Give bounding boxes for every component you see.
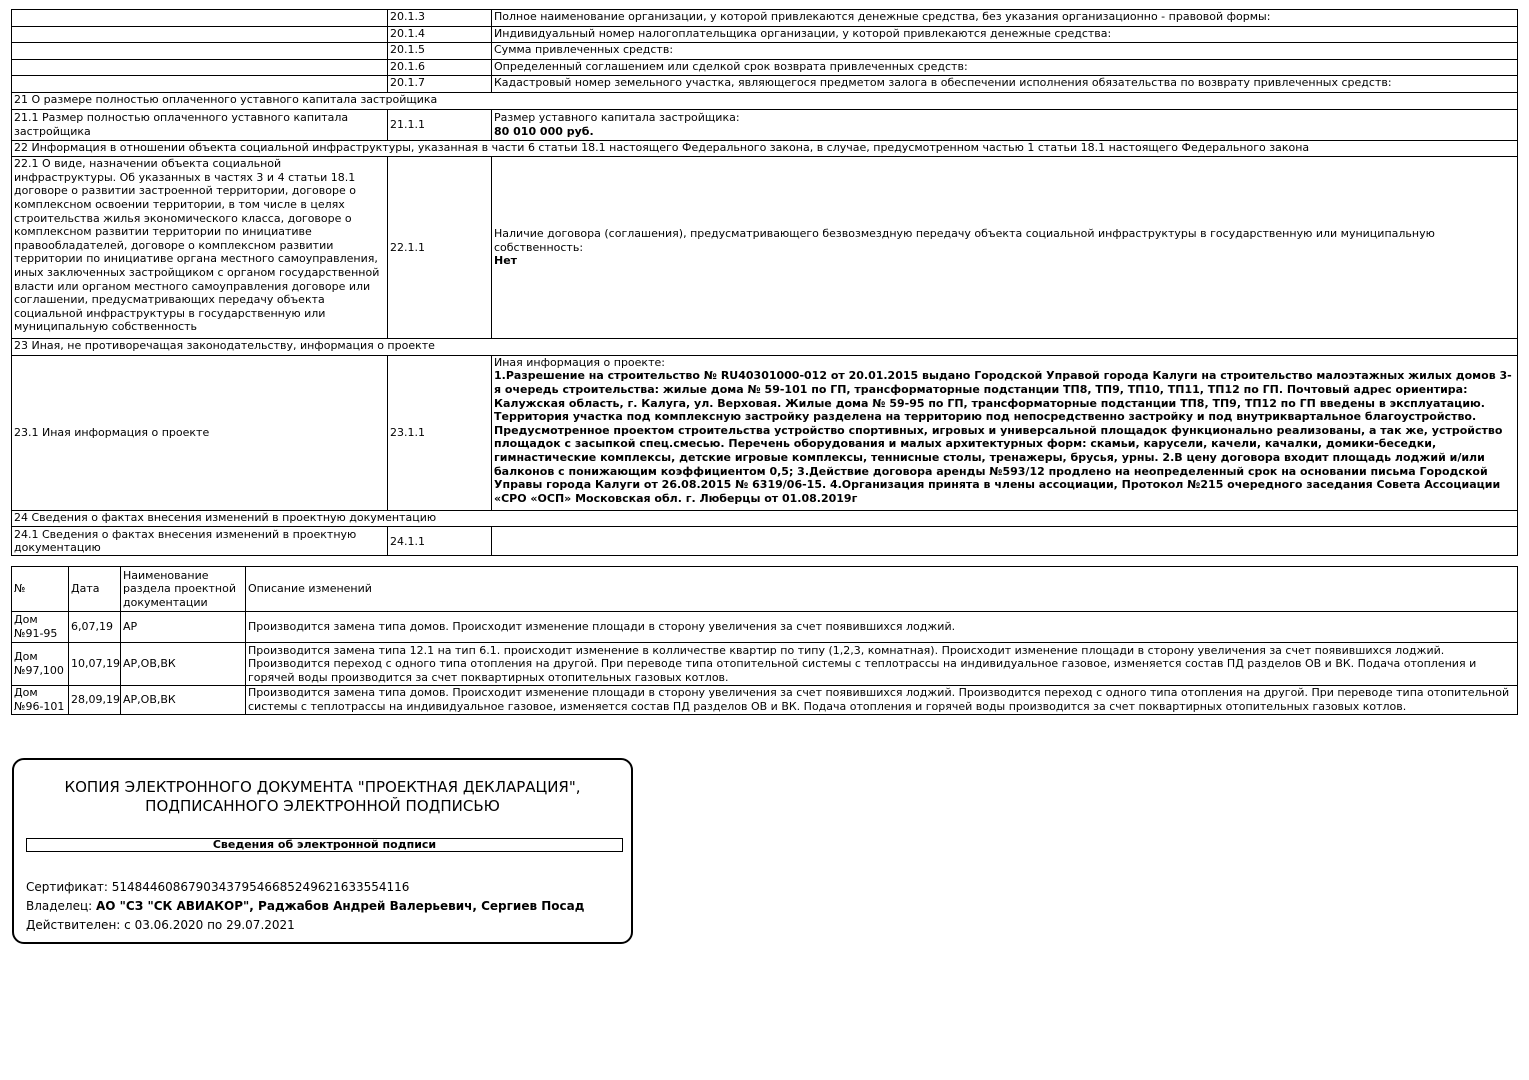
- empty-cell: [12, 10, 388, 27]
- section-23-header: [12, 339, 1518, 356]
- validity-label: Действителен:: [26, 918, 125, 932]
- table-row: [12, 612, 1518, 643]
- section-header: 22 Информация в отношении объекта социальной инфраструктуры, указанная в части 6 статьи 18.1 настоящего Федерального закона, в случае, предусмотренном частью 1 статьи 18.1 настоящего Федерального закона: [12, 140, 1518, 157]
- change-desc: Производится замена типа домов. Происходит изменение площади в сторону увеличения за счет появившихся лоджий. Производится переход с одного типа отопления на другой. При переводе типа отопительной системы с теплотрассы на индивидуальное газовое, изменяется состав ПД разделов ОВ и ВК. Подача отопления и горячей воды производится за счет поквартирных отопительных газовых котлов.: [246, 686, 1518, 715]
- owner-value: АО "СЗ "СК АВИАКОР", Раджабов Андрей Валерьевич, Сергиев Посад: [96, 899, 585, 913]
- certificate-line: [26, 880, 409, 894]
- declaration-table: [11, 9, 1518, 556]
- row-text: Сумма привлеченных средств:: [492, 43, 1518, 60]
- section-header: 24 Сведения о фактах внесения изменений в проектную документацию: [12, 510, 1518, 527]
- row-content: [492, 109, 1518, 140]
- change-desc: Производится замена типа домов. Происходит изменение площади в сторону увеличения за счет появившихся лоджий.: [246, 612, 1518, 643]
- row-text: Определенный соглашением или сделкой срок возврата привлеченных средств:: [492, 59, 1518, 76]
- row-text: Кадастровый номер земельного участка, являющегося предметом залога в обеспечении исполнения обязательства по возврату привлеченных средств:: [492, 76, 1518, 93]
- certificate-value: 514844608679034379546685249621633554116: [111, 880, 410, 894]
- row-20-1-5: [12, 43, 1518, 60]
- section-24-header: [12, 510, 1518, 527]
- row-text: Наличие договора (соглашения), предусматривающего безвозмездную передачу объекта социальной инфраструктуры в государственную или муниципальную собственность:: [494, 227, 1435, 254]
- change-num: Дом №96-101: [12, 686, 69, 715]
- e-signature-stamp: [12, 758, 633, 944]
- change-date: 6,07,19: [69, 612, 121, 643]
- empty-cell: [12, 76, 388, 93]
- row-content: [492, 355, 1518, 510]
- row-code: 20.1.4: [388, 26, 492, 43]
- col-header-desc: Описание изменений: [246, 567, 1518, 612]
- row-code: 20.1.7: [388, 76, 492, 93]
- row-text: Полное наименование организации, у которой привлекаются денежные средства, без указания организационно - правовой формы:: [492, 10, 1518, 27]
- empty-cell: [12, 59, 388, 76]
- change-section: АР,ОВ,ВК: [121, 686, 246, 715]
- change-date: 28,09,19: [69, 686, 121, 715]
- owner-line: [26, 899, 584, 913]
- empty-cell: [492, 527, 1518, 556]
- empty-cell: [12, 26, 388, 43]
- row-22-1-1: [12, 157, 1518, 339]
- change-date: 10,07,19: [69, 643, 121, 686]
- empty-cell: [12, 43, 388, 60]
- col-header-num: №: [12, 567, 69, 612]
- row-code: 20.1.3: [388, 10, 492, 27]
- change-section: АР: [121, 612, 246, 643]
- validity-value: с 03.06.2020 по 29.07.2021: [124, 918, 295, 932]
- row-20-1-3: [12, 10, 1518, 27]
- col-header-section: Наименование раздела проектной документации: [121, 567, 246, 612]
- section-header: 23 Иная, не противоречащая законодательству, информация о проекте: [12, 339, 1518, 356]
- change-desc: Производится замена типа 12.1 на тип 6.1. происходит изменение в колличестве квартир по типу (1,2,3, комнатная). Происходит изменение площади в сторону увеличения за счет появившихся лоджий. Производится переход с одного типа отопления на другой. При переводе типа отопительной системы с теплотрассы на индивидуальное газовое, изменяется состав ПД разделов ОВ и ВК. Подача отопления и горячей воды производится за счет поквартирных отопительных газовых котлов.: [246, 643, 1518, 686]
- changes-table: [11, 566, 1518, 715]
- section-22-header: [12, 140, 1518, 157]
- owner-label: Владелец:: [26, 899, 97, 913]
- row-code: 24.1.1: [388, 527, 492, 556]
- row-content: [492, 157, 1518, 339]
- row-value: 1.Разрешение на строительство № RU40301000-012 от 20.01.2015 выдано Городской Управой города Калуги на строительство малоэтажных жилых домов 3-я очередь строительства: жилые дома № 59-101 по ГП, трансформаторные подстанции ТП8, ТП9, ТП10, ТП11, ТП12 по ГП. Почтовый адрес ориентира: Калужская область, г. Калуга, ул. Верховая. Жилые дома № 59-95 по ГП, трансформаторные подстанции ТП8, ТП9, ТП12 по ГП введены в эксплуатацию. Территория участка под комплексную застройку разделена на территорию под непосредственно застройку и под внутриквартальное благоустройство. Предусмотренное проектом строительства устройство спортивных, игровых и универсальной площадок функционально реализованы, а так же, устройство площадок с засыпкой спец.смесью. Перечень оборудования и малых архитектурных форм: скамьи, карусели, качели, качалки, домики-беседки, гимнастические комплексы, детские игровые комплексы, теннисные столы, тренажеры, брусья, урны. 2.В цену договора входит площадь лоджий и/или балконов с понижающим коэффициентом 0,5; 3.Действие договора аренды №593/12 продлено на неопределенный срок на основании письма Городской Управы города Калуги от 26.08.2015 № 6319/06-15. 4.Организация принята в члены ассоциации, Протокол №215 очередного заседания Совета Ассоциации «СРО «ОСП» Московская обл. г. Люберцы от 01.08.2019г: [494, 369, 1512, 505]
- row-label: 22.1 О виде, назначении объекта социальной инфраструктуры. Об указанных в частях 3 и 4 статьи 18.1 договоре о развитии застроенной территории, договоре о комплексном освоении территории, в том числе в целях строительства жилья экономического класса, договоре о комплексном развитии территории по инициативе правообладателей, договоре о комплексном развитии территории по инициативе органа местного самоуправления, иных заключенных застройщиком с органом государственной власти или органом местного самоуправления договоре или соглашении, предусматривающих передачу объекта социальной инфраструктуры в государственную или муниципальную собственность: [12, 157, 388, 339]
- row-label: 24.1 Сведения о фактах внесения изменений в проектную документацию: [12, 527, 388, 556]
- row-23-1-1: [12, 355, 1518, 510]
- row-value: 80 010 000 руб.: [494, 124, 594, 138]
- certificate-label: Сертификат:: [26, 880, 112, 894]
- section-header: 21 О размере полностью оплаченного уставного капитала застройщика: [12, 92, 1518, 109]
- col-header-date: Дата: [69, 567, 121, 612]
- row-21-1-1: [12, 109, 1518, 140]
- section-21-header: [12, 92, 1518, 109]
- stamp-title-line2: ПОДПИСАННОГО ЭЛЕКТРОННОЙ ПОДПИСЬЮ: [145, 797, 500, 815]
- table-row: [12, 643, 1518, 686]
- signature-info-label: Сведения об электронной подписи: [26, 838, 623, 852]
- change-num: Дом №97,100: [12, 643, 69, 686]
- row-code: 22.1.1: [388, 157, 492, 339]
- row-text: Размер уставного капитала застройщика:: [494, 110, 740, 124]
- change-section: АР,ОВ,ВК: [121, 643, 246, 686]
- row-label: 21.1 Размер полностью оплаченного уставного капитала застройщика: [12, 109, 388, 140]
- validity-line: [26, 918, 295, 932]
- stamp-title-line1: КОПИЯ ЭЛЕКТРОННОГО ДОКУМЕНТА "ПРОЕКТНАЯ ДЕКЛАРАЦИЯ",: [64, 778, 581, 796]
- row-20-1-7: [12, 76, 1518, 93]
- row-text: Иная информация о проекте:: [494, 355, 665, 369]
- change-num: Дом №91-95: [12, 612, 69, 643]
- row-code: 21.1.1: [388, 109, 492, 140]
- row-code: 20.1.6: [388, 59, 492, 76]
- row-text: Индивидуальный номер налогоплательщика организации, у которой привлекаются денежные средства:: [492, 26, 1518, 43]
- row-code: 20.1.5: [388, 43, 492, 60]
- row-label: 23.1 Иная информация о проекте: [12, 355, 388, 510]
- row-code: 23.1.1: [388, 355, 492, 510]
- row-value: Нет: [494, 254, 518, 268]
- stamp-title: [14, 778, 631, 816]
- row-20-1-6: [12, 59, 1518, 76]
- row-24-1-1: [12, 527, 1518, 556]
- row-20-1-4: [12, 26, 1518, 43]
- table-row: [12, 686, 1518, 715]
- changes-header-row: [12, 567, 1518, 612]
